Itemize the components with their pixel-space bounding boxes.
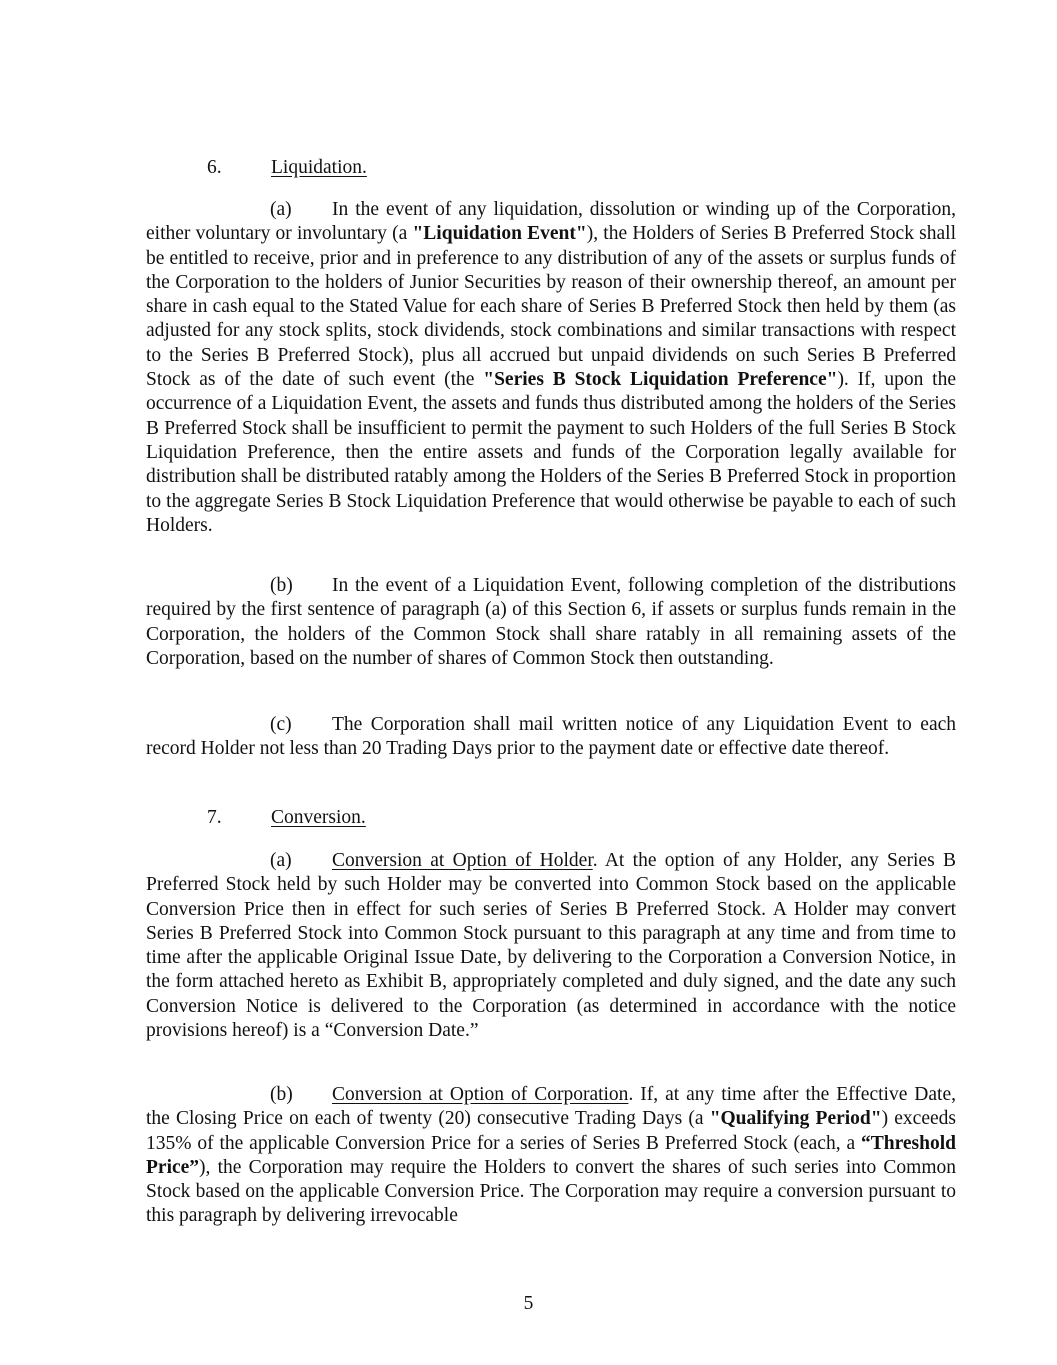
paragraph-6b	[146, 574, 956, 671]
subsection-heading: Conversion at Option of Holder	[332, 850, 593, 871]
paragraph-text: ). If, upon the occurrence of a Liquidation Event, the assets and funds thus distributed among the holders of the Series B Preferred Stock shall be insufficient to permit the payment to such Holders of the full Series B Stock Liquidation Preference, then the entire assets and funds of the Corporation legally available for distribution shall be distributed ratably among the Holders of the Series B Preferred Stock in proportion to the aggregate Series B Stock Liquidation Preference that would otherwise be payable to each of such Holders.	[146, 369, 956, 536]
paragraph-marker: (b)	[270, 575, 293, 596]
section-title: Conversion.	[271, 807, 366, 828]
paragraph-marker: (c)	[270, 714, 292, 735]
paragraph-text: ) exceeds 135% of the applicable Conversion Price for a series of Series B Preferred Stock (each, a	[146, 1108, 956, 1154]
defined-term: "Series B Stock Liquidation Preference"	[483, 369, 838, 391]
paragraph-6c	[146, 713, 956, 762]
section-6-heading	[207, 156, 367, 180]
paragraph-marker: (a)	[270, 199, 292, 220]
paragraph-7b	[146, 1083, 956, 1229]
paragraph-text: . At the option of any Holder, any Series B Preferred Stock held by such Holder may be converted into Common Stock based on the applicable Conversion Price then in effect for such series of Series B Preferred Stock. A Holder may convert Series B Preferred Stock into Common Stock pursuant to this paragraph at any time and from time to time after the applicable Original Issue Date, by delivering to the Corporation a Conversion Notice, in the form attached hereto as Exhibit B, appropriately completed and duly signed, and the date any such Conversion Notice is delivered to the Corporation (as determined in accordance with the notice provisions hereof) is a “Conversion Date.”	[146, 850, 956, 1042]
section-number: 6.	[207, 157, 222, 178]
paragraph-marker: (b)	[270, 1084, 293, 1105]
paragraph-text: . If, at any time after the Effective Date, the Closing Price on each of twenty (20) consecutive Trading Days (a	[146, 1084, 956, 1130]
paragraph-text: The Corporation shall mail written notice of any Liquidation Event to each record Holder not less than 20 Trading Days prior to the payment date or effective date thereof.	[146, 714, 956, 760]
section-title: Liquidation.	[271, 157, 367, 178]
paragraph-text: In the event of a Liquidation Event, following completion of the distributions required by the first sentence of paragraph (a) of this Section 6, if assets or surplus funds remain in the Corporation, the holders of the Common Stock shall share ratably in all remaining assets of the Corporation, based on the number of shares of Common Stock then outstanding.	[146, 575, 956, 669]
paragraph-6a	[146, 198, 956, 538]
defined-term: "Liquidation Event"	[412, 223, 587, 245]
paragraph-text: In the event of any liquidation, dissolution or winding up of the Corporation, either voluntary or involuntary (a	[146, 199, 956, 245]
section-7-heading	[207, 806, 366, 830]
paragraph-7a	[146, 849, 956, 1043]
paragraph-marker: (a)	[270, 850, 292, 871]
defined-term: “Threshold Price”	[146, 1132, 956, 1178]
subsection-heading: Conversion at Option of Corporation	[332, 1084, 629, 1105]
defined-term: "Qualifying Period"	[709, 1108, 882, 1130]
paragraph-text: ), the Corporation may require the Holders to convert the shares of such series into Common Stock based on the applicable Conversion Price. The Corporation may require a conversion pursuant to this paragraph by delivering irrevocable	[146, 1156, 956, 1227]
paragraph-text: ), the Holders of Series B Preferred Stock shall be entitled to receive, prior and in preference to any distribution of any of the assets or surplus funds of the Corporation to the holders of Junior Securities by reason of their ownership thereof, an amount per share in cash equal to the Stated Value for each share of Series B Preferred Stock then held by them (as adjusted for any stock splits, stock dividends, stock combinations and similar transactions with respect to the Series B Preferred Stock), plus all accrued but unpaid dividends on such Series B Preferred Stock as of the date of such event (the	[146, 223, 956, 391]
page-number: 5	[523, 1293, 534, 1314]
section-number: 7.	[207, 807, 222, 828]
